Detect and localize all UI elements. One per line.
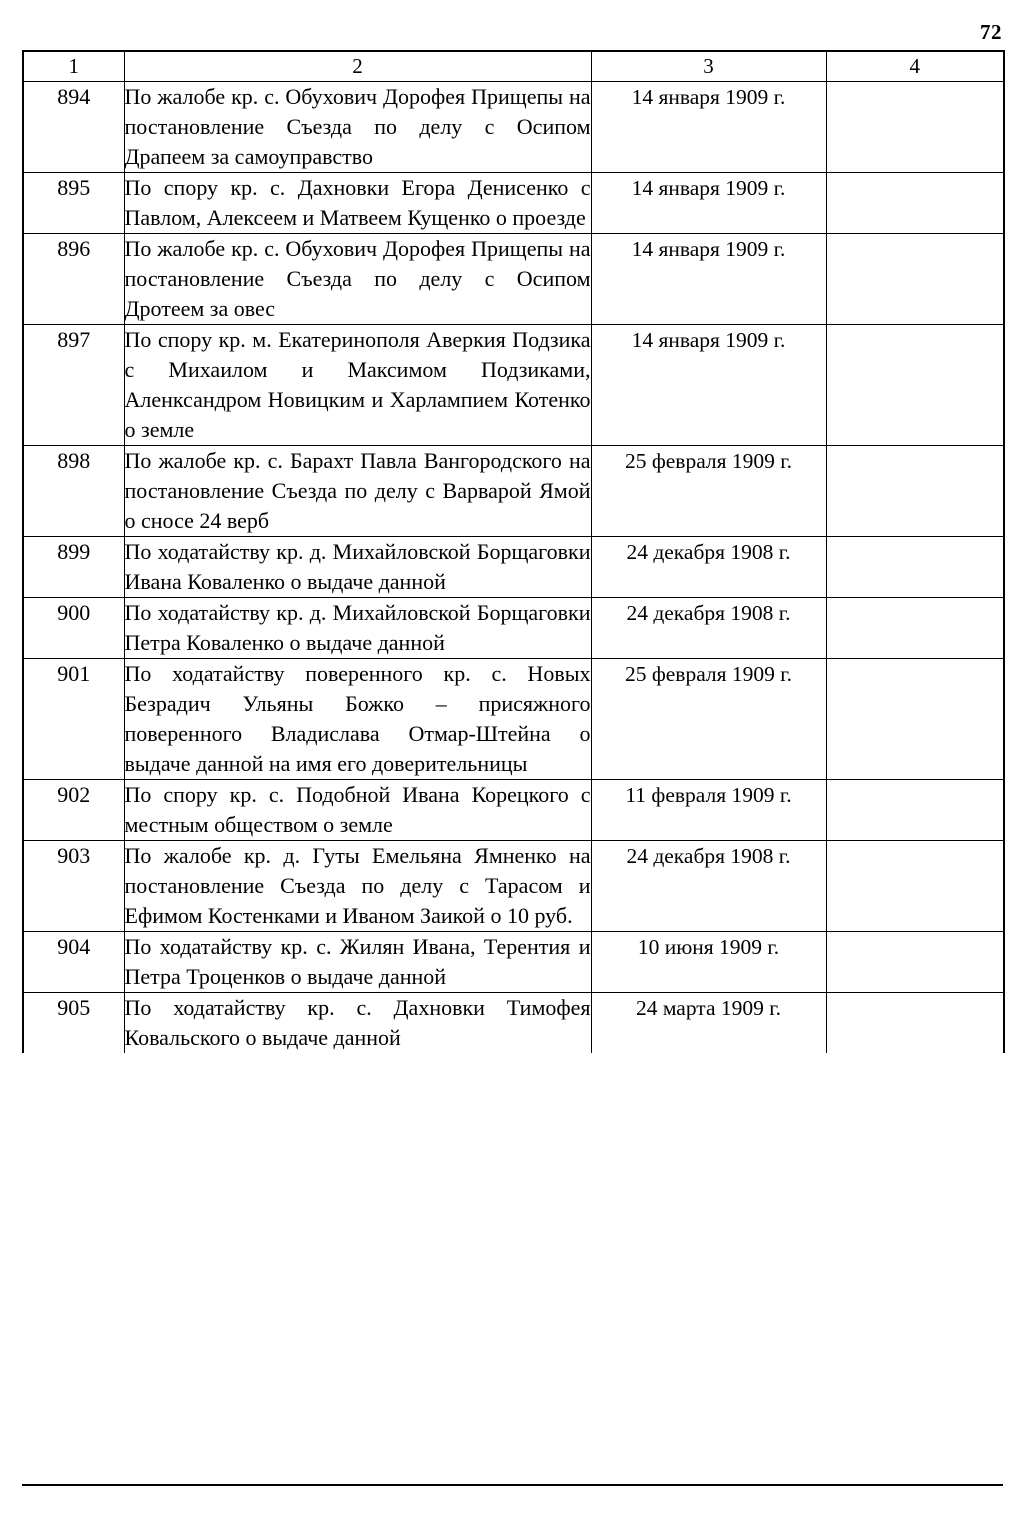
table-row	[23, 780, 1004, 841]
case-description-cell: По ходатайству кр. д. Михайловской Борщаговки Ивана Коваленко о выдаче данной	[124, 537, 591, 598]
case-number-cell: 898	[23, 446, 124, 537]
case-date-cell: 10 июня 1909 г.	[591, 932, 826, 993]
case-note-cell	[826, 446, 1004, 537]
case-description-cell: По жалобе кр. д. Гуты Емельяна Ямненко на постановление Съезда по делу с Тарасом и Ефимом Костенками и Иваном Заикой о 10 руб.	[124, 841, 591, 932]
case-date-cell: 11 февраля 1909 г.	[591, 780, 826, 841]
case-note-cell	[826, 82, 1004, 173]
case-date-cell: 14 января 1909 г.	[591, 325, 826, 446]
case-note-cell	[826, 993, 1004, 1054]
case-description-cell: По жалобе кр. с. Обухович Дорофея Прищепы на постановление Съезда по делу с Осипом Драпеем за самоуправство	[124, 82, 591, 173]
case-date-cell: 24 марта 1909 г.	[591, 993, 826, 1054]
case-description-cell: По ходатайству поверенного кр. с. Новых Безрадич Ульяны Божко – присяжного поверенного Владислава Отмар-Штейна о выдаче данной на имя его доверительницы	[124, 659, 591, 780]
case-number-cell: 905	[23, 993, 124, 1054]
case-note-cell	[826, 932, 1004, 993]
case-description-cell: По ходатайству кр. с. Дахновки Тимофея Ковальского о выдаче данной	[124, 993, 591, 1054]
case-description-cell: По спору кр. м. Екатеринополя Аверкия Подзика с Михаилом и Максимом Подзиками, Аленксандром Новицким и Харлампием Котенко о земле	[124, 325, 591, 446]
case-number-cell: 904	[23, 932, 124, 993]
case-date-cell: 24 декабря 1908 г.	[591, 537, 826, 598]
table-header-row	[23, 51, 1004, 82]
table-row	[23, 446, 1004, 537]
case-description-cell: По жалобе кр. с. Обухович Дорофея Прищепы на постановление Съезда по делу с Осипом Дротеем за овес	[124, 234, 591, 325]
table-row	[23, 82, 1004, 173]
case-number-cell: 895	[23, 173, 124, 234]
case-note-cell	[826, 780, 1004, 841]
case-note-cell	[826, 598, 1004, 659]
case-note-cell	[826, 173, 1004, 234]
case-date-cell: 25 февраля 1909 г.	[591, 659, 826, 780]
case-number-cell: 896	[23, 234, 124, 325]
table-row	[23, 325, 1004, 446]
table-body	[23, 82, 1004, 1054]
table-row	[23, 932, 1004, 993]
table-bottom-rule	[22, 1484, 1003, 1486]
column-header-3: 3	[591, 51, 826, 82]
table-row	[23, 537, 1004, 598]
case-number-cell: 900	[23, 598, 124, 659]
case-description-cell: По спору кр. с. Дахновки Егора Денисенко с Павлом, Алексеем и Матвеем Кущенко о проезде	[124, 173, 591, 234]
table-row	[23, 659, 1004, 780]
column-header-1: 1	[23, 51, 124, 82]
case-number-cell: 894	[23, 82, 124, 173]
case-number-cell: 899	[23, 537, 124, 598]
column-header-2: 2	[124, 51, 591, 82]
case-note-cell	[826, 659, 1004, 780]
register-table	[22, 50, 1005, 1053]
case-description-cell: По спору кр. с. Подобной Ивана Корецкого с местным обществом о земле	[124, 780, 591, 841]
case-date-cell: 14 января 1909 г.	[591, 234, 826, 325]
case-date-cell: 14 января 1909 г.	[591, 173, 826, 234]
case-note-cell	[826, 325, 1004, 446]
case-description-cell: По ходатайству кр. с. Жилян Ивана, Терентия и Петра Троценков о выдаче данной	[124, 932, 591, 993]
case-note-cell	[826, 234, 1004, 325]
table-row	[23, 993, 1004, 1054]
case-number-cell: 903	[23, 841, 124, 932]
case-number-cell: 897	[23, 325, 124, 446]
case-date-cell: 24 декабря 1908 г.	[591, 841, 826, 932]
table-row	[23, 841, 1004, 932]
case-date-cell: 14 января 1909 г.	[591, 82, 826, 173]
table-row	[23, 598, 1004, 659]
table-header	[23, 51, 1004, 82]
table-row	[23, 234, 1004, 325]
case-note-cell	[826, 841, 1004, 932]
page-number: 72	[980, 20, 1002, 44]
case-number-cell: 902	[23, 780, 124, 841]
case-note-cell	[826, 537, 1004, 598]
table-row	[23, 173, 1004, 234]
case-date-cell: 25 февраля 1909 г.	[591, 446, 826, 537]
case-description-cell: По жалобе кр. с. Барахт Павла Вангородского на постановление Съезда по делу с Варварой Ямой о сносе 24 верб	[124, 446, 591, 537]
column-header-4: 4	[826, 51, 1004, 82]
case-date-cell: 24 декабря 1908 г.	[591, 598, 826, 659]
case-number-cell: 901	[23, 659, 124, 780]
case-description-cell: По ходатайству кр. д. Михайловской Борщаговки Петра Коваленко о выдаче данной	[124, 598, 591, 659]
